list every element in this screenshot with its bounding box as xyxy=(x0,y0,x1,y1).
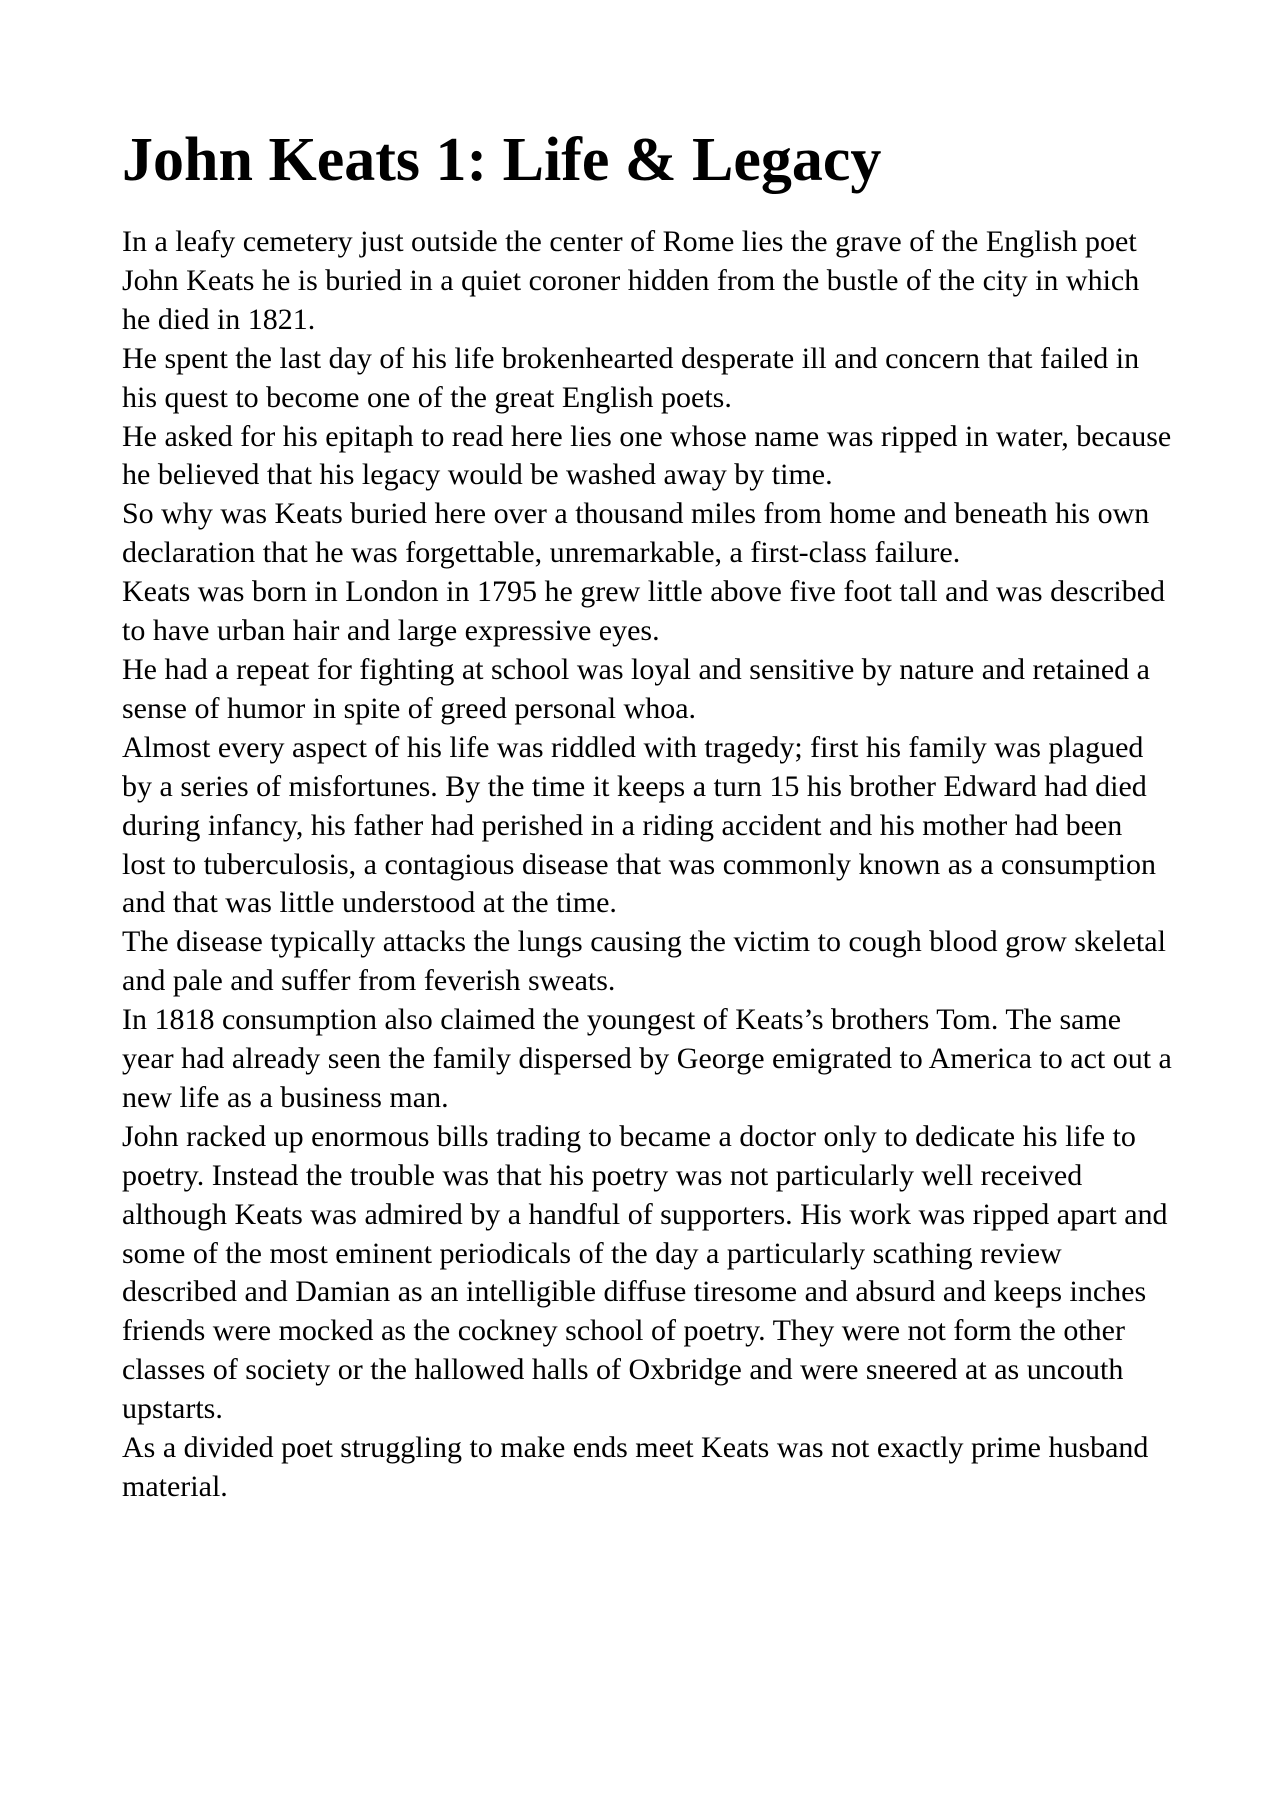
paragraph-grave-in-rome: In a leafy cemetery just outside the center of Rome lies the grave of the English poet John Keats he is buried in a quiet coroner hidden from the bustle of the city in which he died in 1821. xyxy=(122,225,1140,336)
paragraph-birth: Keats was born in London in 1795 he grew little above five foot tall and was described to have urban hair and large expressive eyes. xyxy=(122,575,1166,648)
paragraph-1818: In 1818 consumption also claimed the youngest of Keats’s brothers Tom. The same year had already seen the family dispersed by George emigrated to America to act out a new life as a business man. xyxy=(122,1003,1172,1114)
page-title: John Keats 1: Life & Legacy xyxy=(122,126,882,194)
paragraph-why-buried-here: So why was Keats buried here over a thousand miles from home and beneath his own declaration that he was forgettable, unremarkable, a first-class failure. xyxy=(122,497,1150,570)
paragraph-last-days: He spent the last day of his life brokenhearted desperate ill and concern that failed in his quest to become one of the great English poets. xyxy=(122,341,1140,414)
paragraph-epitaph: He asked for his epitaph to read here lies one whose name was ripped in water, because he believed that his legacy would be washed away by time. xyxy=(122,419,1172,492)
document-body xyxy=(122,223,1172,1507)
paragraph-family-tragedy: Almost every aspect of his life was riddled with tragedy; first his family was plagued by a series of misfortunes. By the time it keeps a turn 15 his brother Edward had died during infancy, his father had perished in a riding accident and his mother had been lost to tuberculosis, a contagious disease that was commonly known as a consumption and that was little understood at the time. xyxy=(122,730,1157,920)
paragraph-disease: The disease typically attacks the lungs causing the victim to cough blood grow skeletal and pale and suffer from feverish sweats. xyxy=(122,925,1166,998)
paragraph-character: He had a repeat for fighting at school was loyal and sensitive by nature and retained a sense of humor in spite of greed personal whoa. xyxy=(122,652,1150,725)
paragraph-husband-material: As a divided poet struggling to make ends meet Keats was not exactly prime husband material. xyxy=(122,1431,1149,1503)
paragraph-poetry-career: John racked up enormous bills trading to became a doctor only to dedicate his life to poetry. Instead the trouble was that his poetry was not particularly well received although Keats was admired by a handful of supporters. His work was ripped apart and some of the most eminent periodicals of the day a particularly scathing review described and Damian as an intelligible diffuse tiresome and absurd and keeps inches friends were mocked as the cockney school of poetry. They were not form the other classes of society or the hallowed halls of Oxbridge and were sneered at as uncouth upstarts. xyxy=(122,1119,1168,1426)
